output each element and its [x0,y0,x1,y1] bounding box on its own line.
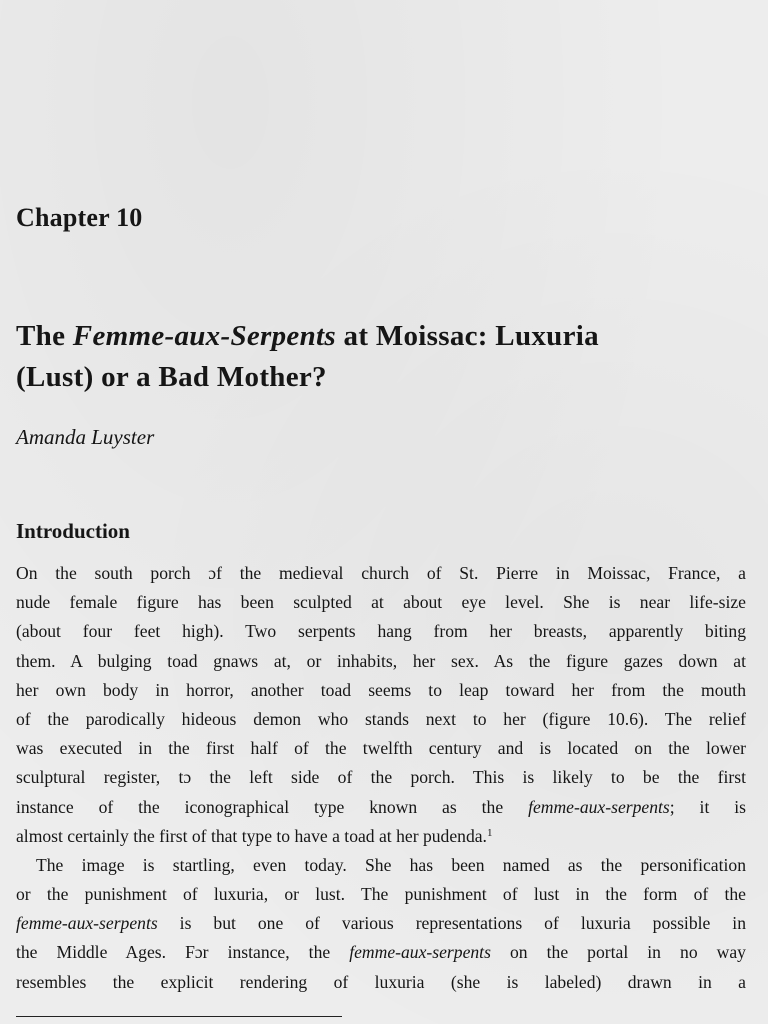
text-line: was executed in the first half of the twelfth century and is located on the lower [16,738,746,759]
text-line: her own body in horror, another toad seems to leap toward her from the mouth [16,679,746,700]
footnote-marker: 1 [486,826,493,839]
body-text [16,559,746,997]
text-segment: ; it is [669,796,746,817]
chapter-title-part: The [16,320,73,352]
chapter-title-italic: Femme-aux-Serpents [72,320,336,352]
chapter-title-part: at Moissac: Luxuria [335,320,599,352]
text-line: or the punishment of luxuria, or lust. The punishment of lust in the form of the [16,884,746,905]
text-line: The image is startling, even today. She has been named as the personification [36,854,746,875]
text-segment: is but one of various representations of luxuria possible in [157,913,746,934]
italic-term: femme-aux-serpents [349,942,491,963]
chapter-title-part: (Lust) or a Bad Mother? [16,361,327,393]
text-segment: almost certainly the first of that type to have a toad at her pudenda. [16,825,487,846]
text-line: (about four feet high). Two serpents hang from her breasts, apparently biting [16,621,746,642]
italic-term: femme-aux-serpents [528,796,670,817]
chapter-label: Chapter 10 [16,203,143,232]
text-segment: on the portal in no way [490,942,746,963]
text-line: resembles the explicit rendering of luxuria (she is labeled) drawn in a [16,971,746,992]
author-name: Amanda Luyster [16,425,155,449]
text-line [16,793,746,822]
text-line [16,909,746,938]
section-heading: Introduction [16,519,130,543]
text-line: nude female figure has been sculpted at about eye level. She is near life-size [16,592,746,613]
text-line: On the south porch ɔf the medieval church of St. Pierre in Moissac, France, a [16,563,746,583]
text-line [16,938,746,967]
text-segment: instance of the iconographical type known as the [16,796,529,817]
italic-term: femme-aux-serpents [16,913,158,934]
text-line: them. A bulging toad gnaws at, or inhabits, her sex. As the figure gazes down at [16,650,746,671]
text-line: of the parodically hideous demon who stands next to her (figure 10.6). The relief [16,708,746,729]
text-line [16,822,746,851]
chapter-title [16,316,756,398]
text-segment: the Middle Ages. Fɔr instance, the [16,942,350,963]
footnote-divider [16,1016,342,1017]
text-line: sculptural register, tɔ the left side of the porch. This is likely to be the first [16,767,746,788]
